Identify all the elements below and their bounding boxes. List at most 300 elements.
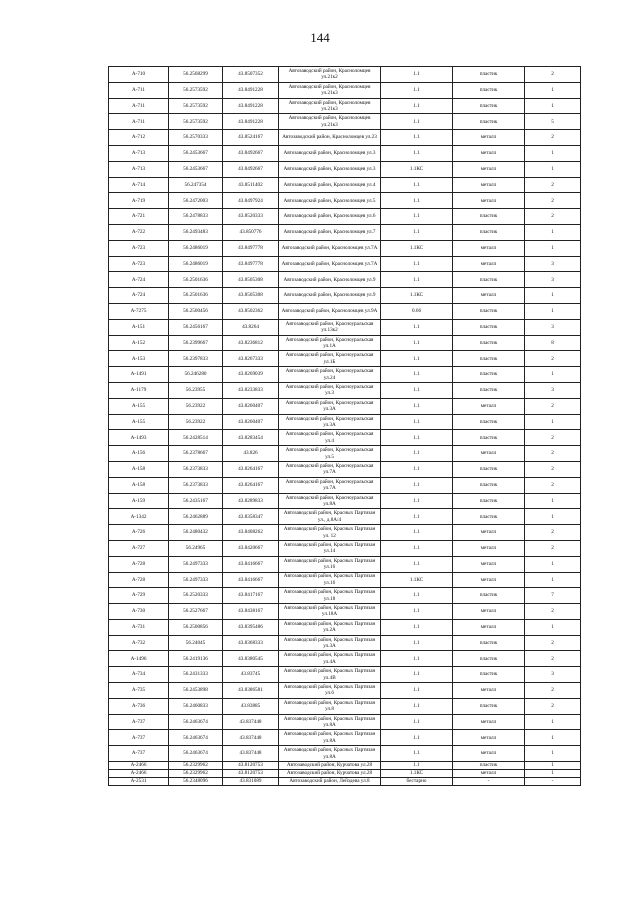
volume-cell: 1.1КС <box>381 161 453 177</box>
count-cell: 2 <box>525 525 581 541</box>
table-row <box>109 82 581 98</box>
volume-cell: 1.1КС <box>381 240 453 256</box>
longitude-cell: 43.8497778 <box>223 240 279 256</box>
table-body <box>109 67 581 786</box>
latitude-cell: 56.2399667 <box>169 335 223 351</box>
site-id-cell: А-728 <box>109 556 169 572</box>
address-cell: Автозаводский район, Красноломцев ул.6 <box>279 209 381 225</box>
longitude-cell: 43.8260407 <box>223 414 279 430</box>
site-id-cell: А-1179 <box>109 382 169 398</box>
site-id-cell: А-724 <box>109 288 169 304</box>
address-cell: Автозаводский район, Красных Партизан ул. 12 <box>279 525 381 541</box>
table-row <box>109 272 581 288</box>
volume-cell: 1.1 <box>381 145 453 161</box>
count-cell: 1 <box>525 82 581 98</box>
volume-cell: 1.1 <box>381 224 453 240</box>
site-id-cell: А-713 <box>109 145 169 161</box>
latitude-cell: 56.2329962 <box>169 762 223 770</box>
table-row <box>109 714 581 730</box>
count-cell: 1 <box>525 714 581 730</box>
address-cell: Автозаводский район, Красноломцев ул.7А <box>279 240 381 256</box>
site-id-cell: А-730 <box>109 604 169 620</box>
latitude-cell: 56.2373833 <box>169 477 223 493</box>
address-cell: Автозаводский район, Курчатова ул.28 <box>279 762 381 770</box>
latitude-cell: 56.2329962 <box>169 770 223 778</box>
volume-cell: 1.1 <box>381 509 453 525</box>
volume-cell: 1.1 <box>381 746 453 762</box>
volume-cell: 1.1 <box>381 540 453 556</box>
table-row <box>109 398 581 414</box>
longitude-cell: 43.837448 <box>223 730 279 746</box>
latitude-cell: 56.2431333 <box>169 667 223 683</box>
material-cell: металл <box>453 730 525 746</box>
table-row <box>109 461 581 477</box>
count-cell: 2 <box>525 461 581 477</box>
latitude-cell: 56.2573592 <box>169 114 223 130</box>
table-row <box>109 477 581 493</box>
count-cell: 1 <box>525 493 581 509</box>
material-cell: пластик <box>453 635 525 651</box>
site-id-cell: А-7275 <box>109 303 169 319</box>
address-cell: Автозаводский район, Красных Партизан ул.8А <box>279 714 381 730</box>
table-row <box>109 746 581 762</box>
table-row <box>109 67 581 83</box>
latitude-cell: 56.23922 <box>169 414 223 430</box>
latitude-cell: 56.2460833 <box>169 698 223 714</box>
address-cell: Автозаводский район, Красноломцев ул.9 <box>279 272 381 288</box>
site-id-cell: А-711 <box>109 82 169 98</box>
site-id-cell: А-721 <box>109 209 169 225</box>
address-cell: Автозаводский район, Красноуральская ул.1Б <box>279 351 381 367</box>
count-cell: 1 <box>525 572 581 588</box>
site-id-cell: А-734 <box>109 667 169 683</box>
volume-cell: 1.1 <box>381 398 453 414</box>
material-cell: металл <box>453 446 525 462</box>
count-cell: 1 <box>525 770 581 778</box>
count-cell: 2 <box>525 698 581 714</box>
volume-cell: 1.1 <box>381 446 453 462</box>
address-cell: Автозаводский район, Красных Партизан ул.4В <box>279 667 381 683</box>
material-cell: металл <box>453 770 525 778</box>
count-cell: 1 <box>525 303 581 319</box>
table-row <box>109 525 581 541</box>
longitude-cell: 43.8368333 <box>223 635 279 651</box>
longitude-cell: 43.837448 <box>223 714 279 730</box>
material-cell: пластик <box>453 67 525 83</box>
site-id-cell: А-1491 <box>109 367 169 383</box>
longitude-cell: 43.8260407 <box>223 398 279 414</box>
address-cell: Автозаводский район, Красных Партизан ул.6 <box>279 683 381 699</box>
count-cell: - <box>525 778 581 786</box>
site-id-cell: А-736 <box>109 698 169 714</box>
longitude-cell: 43.83745 <box>223 667 279 683</box>
site-id-cell: А-155 <box>109 398 169 414</box>
site-id-cell: А-710 <box>109 67 169 83</box>
count-cell: 2 <box>525 540 581 556</box>
latitude-cell: 56.2501636 <box>169 272 223 288</box>
longitude-cell: 43.8408262 <box>223 525 279 541</box>
address-cell: Автозаводский район, Красноуральская ул.24 <box>279 367 381 383</box>
latitude-cell: 56.2348096 <box>169 778 223 786</box>
table-row <box>109 509 581 525</box>
table-row <box>109 762 581 770</box>
material-cell: металл <box>453 161 525 177</box>
address-cell: Автозаводский район, Красноуральская ул.3 <box>279 382 381 398</box>
volume-cell: 1.1 <box>381 319 453 335</box>
site-id-cell: А-152 <box>109 335 169 351</box>
site-id-cell: А-151 <box>109 319 169 335</box>
site-id-cell: А-731 <box>109 619 169 635</box>
volume-cell: 1.1КС <box>381 288 453 304</box>
table-row <box>109 778 581 786</box>
latitude-cell: 56.2428514 <box>169 430 223 446</box>
address-cell: Автозаводский район, Красноломцев ул.3 <box>279 161 381 177</box>
count-cell: 2 <box>525 209 581 225</box>
material-cell: металл <box>453 683 525 699</box>
longitude-cell: 43.8358347 <box>223 509 279 525</box>
site-id-cell: А-1496 <box>109 651 169 667</box>
material-cell: пластик <box>453 98 525 114</box>
table-row <box>109 256 581 272</box>
longitude-cell: 43.8497778 <box>223 256 279 272</box>
address-cell: Автозаводский район, Красноуральская ул.1А <box>279 335 381 351</box>
table-row <box>109 414 581 430</box>
address-cell: Автозаводский район, Красных Партизан ул.3А <box>279 635 381 651</box>
table-row <box>109 224 581 240</box>
count-cell: 1 <box>525 509 581 525</box>
count-cell: 3 <box>525 667 581 683</box>
site-id-cell: А-724 <box>109 272 169 288</box>
latitude-cell: 56.24965 <box>169 540 223 556</box>
latitude-cell: 56.2500456 <box>169 303 223 319</box>
address-cell: Автозаводский район, Красноломцев ул.9 <box>279 288 381 304</box>
volume-cell: 1.1 <box>381 762 453 770</box>
volume-cell: 1.1 <box>381 683 453 699</box>
volume-cell: 1.1 <box>381 98 453 114</box>
longitude-cell: 43.8524167 <box>223 130 279 146</box>
address-cell: Автозаводский район, Красноломцев ул.21к3 <box>279 82 381 98</box>
volume-cell: 1.1 <box>381 209 453 225</box>
site-id-cell: А-714 <box>109 177 169 193</box>
volume-cell: 1.1 <box>381 588 453 604</box>
volume-cell: 1.1 <box>381 114 453 130</box>
longitude-cell: 43.8420667 <box>223 540 279 556</box>
latitude-cell: 56.2472003 <box>169 193 223 209</box>
material-cell: пластик <box>453 509 525 525</box>
longitude-cell: 43.8505308 <box>223 288 279 304</box>
latitude-cell: 56.2378667 <box>169 446 223 462</box>
volume-cell: 1.1 <box>381 367 453 383</box>
address-cell: Автозаводский район, Красноуральская ул.4 <box>279 430 381 446</box>
site-id-cell: А-712 <box>109 130 169 146</box>
material-cell: пластик <box>453 414 525 430</box>
latitude-cell: 56.2480432 <box>169 525 223 541</box>
address-cell: Автозаводский район, Красноломцев ул.5 <box>279 193 381 209</box>
material-cell: металл <box>453 193 525 209</box>
material-cell: металл <box>453 714 525 730</box>
address-cell: Автозаводский район, Красных Партизан ул.4А <box>279 651 381 667</box>
volume-cell: 1.1 <box>381 130 453 146</box>
longitude-cell: 43.8380545 <box>223 651 279 667</box>
latitude-cell: 56.2397833 <box>169 351 223 367</box>
address-cell: Автозаводский район, Красноломцев ул.7 <box>279 224 381 240</box>
material-cell: пластик <box>453 651 525 667</box>
address-cell: Автозаводский район, Красноломцев ул.4 <box>279 177 381 193</box>
site-id-cell: А-155 <box>109 414 169 430</box>
table-row <box>109 619 581 635</box>
address-cell: Автозаводский район, Курчатова ул.28 <box>279 770 381 778</box>
longitude-cell: 43.8120753 <box>223 770 279 778</box>
site-id-cell: А-711 <box>109 98 169 114</box>
address-cell: Автозаводский район, Красноуральская ул.5 <box>279 446 381 462</box>
latitude-cell: 56.2497333 <box>169 556 223 572</box>
longitude-cell: 43.8264 <box>223 319 279 335</box>
count-cell: 2 <box>525 430 581 446</box>
count-cell: 1 <box>525 240 581 256</box>
latitude-cell: 56.2486019 <box>169 240 223 256</box>
count-cell: 3 <box>525 256 581 272</box>
longitude-cell: 43.8491228 <box>223 98 279 114</box>
count-cell: 7 <box>525 588 581 604</box>
longitude-cell: 43.8491228 <box>223 82 279 98</box>
longitude-cell: 43.850776 <box>223 224 279 240</box>
table-row <box>109 382 581 398</box>
material-cell: пластик <box>453 430 525 446</box>
longitude-cell: 43.83885 <box>223 698 279 714</box>
longitude-cell: 43.8283454 <box>223 430 279 446</box>
volume-cell: 1.1 <box>381 193 453 209</box>
volume-cell: 1.1 <box>381 619 453 635</box>
latitude-cell: 56.2478833 <box>169 209 223 225</box>
site-id-cell: А-711 <box>109 114 169 130</box>
site-id-cell: А-159 <box>109 493 169 509</box>
volume-cell: 1.1 <box>381 525 453 541</box>
material-cell: - <box>453 778 525 786</box>
longitude-cell: 43.837448 <box>223 746 279 762</box>
longitude-cell: 43.8416667 <box>223 572 279 588</box>
site-id-cell: А-737 <box>109 730 169 746</box>
address-cell: Автозаводский район, Красных Партизан ул.2А <box>279 619 381 635</box>
material-cell: металл <box>453 604 525 620</box>
table-row <box>109 588 581 604</box>
longitude-cell: 43.8511402 <box>223 177 279 193</box>
material-cell: пластик <box>453 114 525 130</box>
address-cell: Автозаводский район, Красных Партизан ул.8 <box>279 698 381 714</box>
count-cell: 1 <box>525 730 581 746</box>
count-cell: 1 <box>525 746 581 762</box>
material-cell: пластик <box>453 303 525 319</box>
latitude-cell: 56.247354 <box>169 177 223 193</box>
material-cell: пластик <box>453 272 525 288</box>
material-cell: металл <box>453 746 525 762</box>
address-cell: Автозаводский район, Красноуральская ул.8А <box>279 493 381 509</box>
material-cell: металл <box>453 556 525 572</box>
latitude-cell: 56.2453898 <box>169 683 223 699</box>
volume-cell: бестарно <box>381 778 453 786</box>
address-cell: Автозаводский район, Красноуральская ул.7А <box>279 461 381 477</box>
site-id-cell: А-726 <box>109 525 169 541</box>
latitude-cell: 56.2456167 <box>169 319 223 335</box>
latitude-cell: 56.23922 <box>169 398 223 414</box>
table-row <box>109 351 581 367</box>
address-cell: Автозаводский район, Красных Партизан ул.8А <box>279 746 381 762</box>
count-cell: 3 <box>525 382 581 398</box>
material-cell: металл <box>453 540 525 556</box>
site-id-cell: А-728 <box>109 572 169 588</box>
latitude-cell: 56.23955 <box>169 382 223 398</box>
longitude-cell: 43.8491228 <box>223 114 279 130</box>
volume-cell: 1.1 <box>381 635 453 651</box>
table-row <box>109 335 581 351</box>
volume-cell: 1.1 <box>381 414 453 430</box>
address-cell: Автозаводский район, Красных Партизан ул.16 <box>279 556 381 572</box>
latitude-cell: 56.2501636 <box>169 288 223 304</box>
volume-cell: 1.1КС <box>381 770 453 778</box>
latitude-cell: 56.2497333 <box>169 572 223 588</box>
latitude-cell: 56.2493483 <box>169 224 223 240</box>
longitude-cell: 43.826 <box>223 446 279 462</box>
site-id-cell: А-158 <box>109 461 169 477</box>
longitude-cell: 43.8492667 <box>223 161 279 177</box>
site-id-cell: А-158 <box>109 477 169 493</box>
site-id-cell: А-729 <box>109 588 169 604</box>
table-row <box>109 209 581 225</box>
address-cell: Автозаводский район, Красных Партизан ул.18 <box>279 588 381 604</box>
latitude-cell: 56.24045 <box>169 635 223 651</box>
latitude-cell: 56.2500856 <box>169 619 223 635</box>
table-row <box>109 730 581 746</box>
volume-cell: 1.1 <box>381 604 453 620</box>
table-row <box>109 635 581 651</box>
longitude-cell: 43.8416667 <box>223 556 279 572</box>
latitude-cell: 56.2373833 <box>169 461 223 477</box>
material-cell: пластик <box>453 209 525 225</box>
address-cell: Автозаводский район, Красноломцев ул.21к3 <box>279 98 381 114</box>
volume-cell: 1.1 <box>381 351 453 367</box>
material-cell: металл <box>453 572 525 588</box>
material-cell: пластик <box>453 335 525 351</box>
site-id-cell: А-1493 <box>109 430 169 446</box>
volume-cell: 1.1 <box>381 67 453 83</box>
count-cell: 1 <box>525 414 581 430</box>
material-cell: пластик <box>453 382 525 398</box>
volume-cell: 1.1 <box>381 556 453 572</box>
count-cell: 2 <box>525 193 581 209</box>
longitude-cell: 43.8520333 <box>223 209 279 225</box>
count-cell: 1 <box>525 556 581 572</box>
table-row <box>109 683 581 699</box>
volume-cell: 1.1 <box>381 335 453 351</box>
material-cell: пластик <box>453 461 525 477</box>
table-row <box>109 446 581 462</box>
volume-cell: 1.1 <box>381 382 453 398</box>
material-cell: металл <box>453 240 525 256</box>
count-cell: 2 <box>525 446 581 462</box>
site-id-cell: А-737 <box>109 746 169 762</box>
volume-cell: 1.1 <box>381 493 453 509</box>
table-row <box>109 114 581 130</box>
address-cell: Автозаводский район, Красных Партизан ул.14 <box>279 540 381 556</box>
material-cell: пластик <box>453 351 525 367</box>
table-row <box>109 667 581 683</box>
count-cell: 2 <box>525 130 581 146</box>
count-cell: 5 <box>525 114 581 130</box>
longitude-cell: 43.8497924 <box>223 193 279 209</box>
volume-cell: 1.1 <box>381 82 453 98</box>
latitude-cell: 56.2462889 <box>169 509 223 525</box>
address-cell: Автозаводский район, Красноуральская ул.7А <box>279 477 381 493</box>
volume-cell: 1.1 <box>381 272 453 288</box>
count-cell: 2 <box>525 604 581 620</box>
table-row <box>109 303 581 319</box>
table-row <box>109 130 581 146</box>
address-cell: Автозаводский район, Красноуральская ул.3А <box>279 414 381 430</box>
longitude-cell: 43.8438167 <box>223 604 279 620</box>
count-cell: 1 <box>525 762 581 770</box>
table-row <box>109 193 581 209</box>
latitude-cell: 56.2419136 <box>169 651 223 667</box>
site-id-cell: А-735 <box>109 683 169 699</box>
volume-cell: 1.1 <box>381 730 453 746</box>
material-cell: металл <box>453 525 525 541</box>
site-id-cell: А-156 <box>109 446 169 462</box>
material-cell: пластик <box>453 762 525 770</box>
table-row <box>109 430 581 446</box>
volume-cell: 1.1 <box>381 430 453 446</box>
site-id-cell: А-719 <box>109 193 169 209</box>
material-cell: пластик <box>453 319 525 335</box>
material-cell: пластик <box>453 367 525 383</box>
material-cell: металл <box>453 177 525 193</box>
latitude-cell: 56.2463674 <box>169 714 223 730</box>
longitude-cell: 43.831089 <box>223 778 279 786</box>
count-cell: 1 <box>525 288 581 304</box>
count-cell: 2 <box>525 635 581 651</box>
longitude-cell: 43.8386581 <box>223 683 279 699</box>
table-row <box>109 367 581 383</box>
longitude-cell: 43.8233833 <box>223 382 279 398</box>
site-id-cell: А-737 <box>109 714 169 730</box>
material-cell: пластик <box>453 477 525 493</box>
count-cell: 1 <box>525 145 581 161</box>
count-cell: 3 <box>525 319 581 335</box>
table-row <box>109 161 581 177</box>
latitude-cell: 56.2570333 <box>169 130 223 146</box>
site-id-cell: А-2466 <box>109 762 169 770</box>
volume-cell: 1.1 <box>381 698 453 714</box>
volume-cell: 1.1 <box>381 651 453 667</box>
count-cell: 2 <box>525 177 581 193</box>
material-cell: пластик <box>453 698 525 714</box>
material-cell: металл <box>453 256 525 272</box>
site-id-cell: А-2531 <box>109 778 169 786</box>
site-id-cell: А-713 <box>109 161 169 177</box>
container-sites-table <box>108 66 581 786</box>
longitude-cell: 43.8120753 <box>223 762 279 770</box>
table-row <box>109 698 581 714</box>
volume-cell: 1.1 <box>381 667 453 683</box>
longitude-cell: 43.8417167 <box>223 588 279 604</box>
address-cell: Автозаводский район, Красноломцев ул.3 <box>279 145 381 161</box>
count-cell: 2 <box>525 351 581 367</box>
count-cell: 1 <box>525 619 581 635</box>
site-id-cell: А-723 <box>109 256 169 272</box>
latitude-cell: 56.2453667 <box>169 161 223 177</box>
address-cell: Автозаводский район, Красноломцев ул.9А <box>279 303 381 319</box>
table-row <box>109 493 581 509</box>
latitude-cell: 56.2573592 <box>169 82 223 98</box>
count-cell: 2 <box>525 651 581 667</box>
